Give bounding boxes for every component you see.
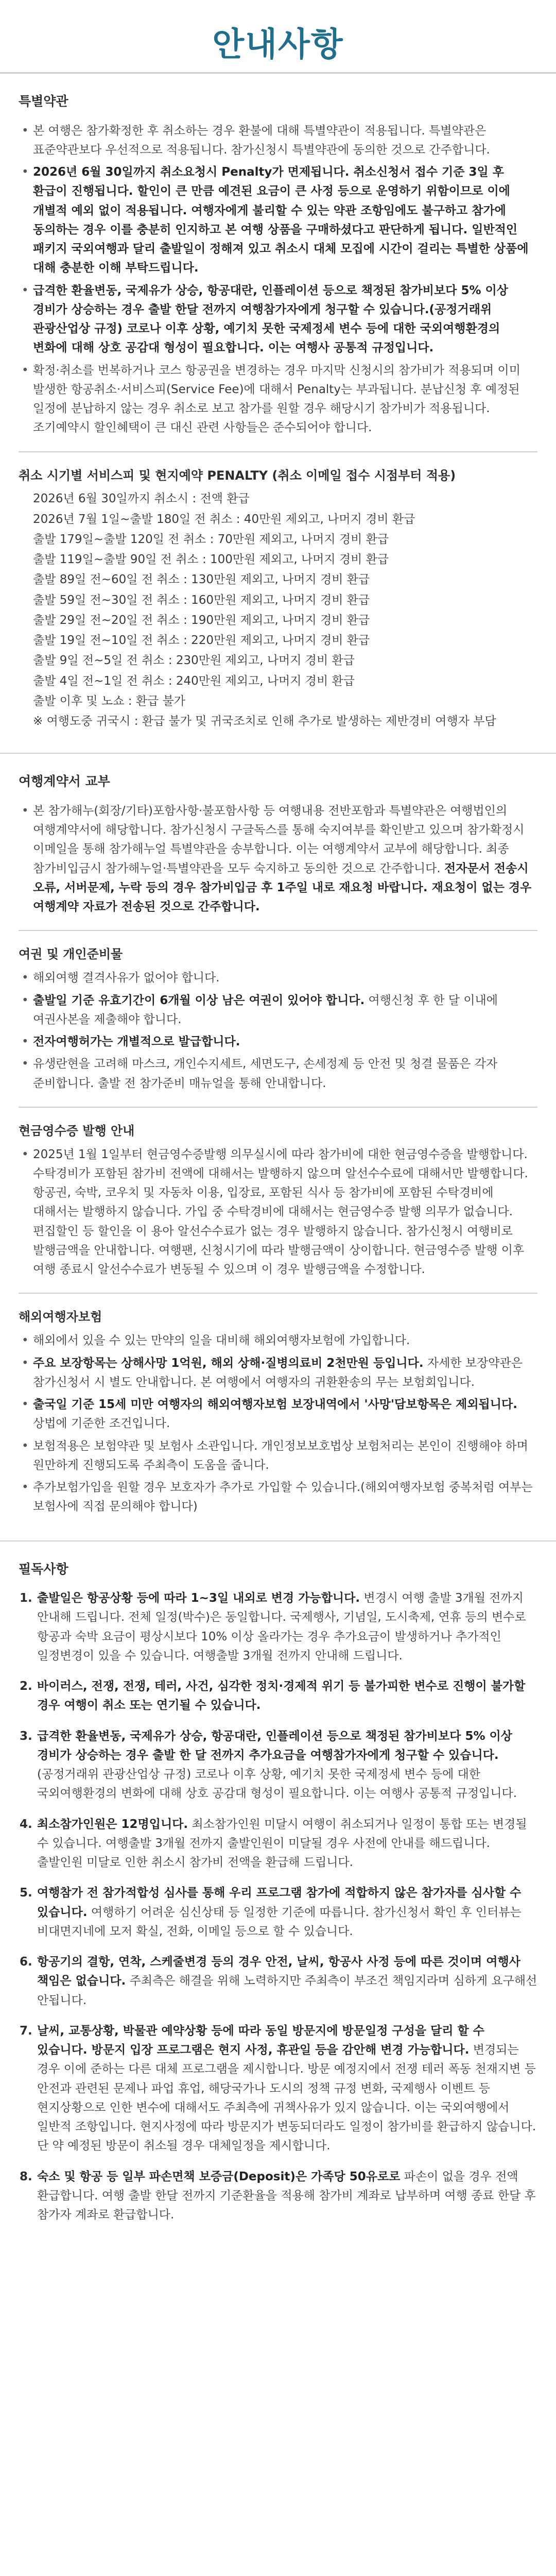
special-terms-item: [33, 122, 537, 160]
special-terms-item: [33, 281, 537, 358]
notes-item: [20, 2022, 537, 2156]
item-number: 1.: [20, 1591, 32, 1605]
receipt-title: 현금영수증 발행 안내: [19, 1123, 135, 1138]
notes-section: [0, 1541, 556, 2257]
penalty-line: 출발 4일 전~1일 전 취소 : 240만원 제외고, 나머지 경비 환급: [33, 674, 355, 688]
insurance-item: [33, 1437, 537, 1476]
special-terms-item: [33, 361, 537, 438]
special-terms-list: [19, 122, 537, 438]
item-text: 여행하기 어려운 심신상태 등 일정한 기준에 따릅니다. 참가신청서 확인 후 인터뷰는 비대면지네에 모저 확실, 전화, 이메일 등으로 할 수 있습니다.: [37, 1905, 522, 1938]
special-terms-item: [33, 163, 537, 278]
penalty-line: 출발 29일 전~20일 전 취소 : 190만원 제외고, 나머지 경비 환급: [33, 613, 370, 627]
passport-item: [33, 1055, 537, 1093]
penalty-line: 출발 179일~출발 120일 전 취소 : 70만원 제외고, 나머지 경비 환급: [33, 532, 389, 546]
section-divider: [19, 451, 537, 452]
penalty-title: 취소 시기별 서비스피 및 현지예약 PENALTY (취소 이메일 접수 시점부터 적용): [19, 468, 456, 483]
item-bold-text: 숙소 및 항공 등 일부 파손면책 보증금(Deposit)은 가족당 50유로로: [37, 2170, 401, 2183]
item-text: 변경시 여행 출발 3개월 전까지 안내해 드립니다. 전체 일정(박수)은 동일합니다. 국제행사, 기념일, 도시축제, 연휴 등의 변수로 항공과 숙박 요금이 평상시보다 10% 이상 올라가는 경우 추가요금이 발생하거나 추가적인 일정변경이 있을 수 있습니다. 여행출발 3개월 전까지 안내해 드립니다.: [37, 1591, 526, 1663]
insurance-item: [33, 1478, 537, 1517]
travel-agreement-item: [33, 802, 537, 917]
item-text: 파손이 없을 경우 전액 환급합니다. 여행 출발 한달 전까지 기준환율을 적용해 참가비 계좌로 납부하며 여행 종료 한달 후 참가자 계좌로 환급합니다.: [37, 2170, 536, 2222]
section-divider: [19, 1293, 537, 1294]
item-number: 6.: [20, 1955, 32, 1969]
item-text: 보험적용은 보험약관 및 보험사 소관입니다. 개인정보보호법상 보험처리는 본인이 진행해야 하며 원만하게 진행되도록 주최측이 도움을 줍니다.: [33, 1439, 528, 1472]
notes-item: [20, 2167, 537, 2225]
notes-item: [20, 1727, 537, 1804]
special-terms-section: [0, 74, 556, 754]
section-divider: [19, 930, 537, 931]
item-text: 본 참가해누(회장/기타)포함사항·불포함사항 등 여행내용 전반포함과 특별약관은 여행법인의 여행계약서에 해당합니다. 참가신청시 구글독스를 통해 숙지여부를 확인받고 있으며 참가확정시 이메일을 통해 참가해누얼 특별약관을 송부합니다. 이는 여행계약서 교부에 해당합니다. 최종 참가비입금시 참가해누얼·특별약관을 모두 숙지하고 동의한 것으로 간주합니다.: [33, 804, 525, 875]
notes-item: [20, 1953, 537, 2010]
item-bold-text: 최소참가인원은 12명입니다.: [37, 1817, 188, 1831]
item-text: 자세한 보장약관은 참가신청서 시 별도 안내합니다. 본 여행에서 여행자의 귀환환송의 무는 보험회입니다.: [33, 1356, 523, 1389]
item-text: 해외여행 결격사유가 없어야 합니다.: [33, 971, 220, 985]
item-number: 4.: [20, 1817, 32, 1831]
penalty-line: 2026년 6월 30일까지 취소시 : 전액 환급: [33, 492, 250, 506]
item-text: (공정거래위 관광산업상 규정) 코로나 이후 상황, 예기치 못한 국제정세 변수 등에 대한 국외여행환경의 변화에 대해 상호 공감대 형성이 필요합니다. 이는 여행사 공통적 규정입니다.: [37, 1768, 517, 1801]
passport-title: 여권 및 개인준비물: [19, 947, 123, 962]
item-text: 여행신청 후 한 달 이내에 여권사본을 제출해야 합니다.: [33, 993, 498, 1026]
section-divider: [19, 1107, 537, 1108]
item-text: 주최측은 해결을 위해 노력하지만 주최측이 부조건 책임지라며 심하게 요구해선 안됩니다.: [37, 1974, 537, 2007]
item-bold-text: 날씨, 교통상황, 박물관 예약상황 등에 따라 동일 방문지에 방문일정 구성을 달리 할 수 있습니다. 방문지 입장 프로그램은 현지 사정, 휴관일 등을 감안해 변경 가능합니다.: [37, 2024, 484, 2057]
item-bold-text: 급격한 환율변동, 국제유가 상승, 항공대란, 인플레이션 등으로 책정된 참가비보다 5% 이상 경비가 상승하는 경우 출발 한달 전까지 여행참가자에게 청구할 수 있습니다.(공정거래위 관광산업상 규정) 코로나 이후 상황, 예기치 못한 국제정세 변수 등에 대한 국외여행환경의 변화에 대해 상호 공감대 형성이 필요합니다. 이는 여행사 공통적 규정입니다.: [33, 283, 508, 355]
insurance-item: [33, 1395, 537, 1434]
receipt-list: [19, 1145, 537, 1280]
penalty-line: 출발 89일 전~60일 전 취소 : 130만원 제외고, 나머지 경비 환급: [33, 573, 370, 587]
item-bold-text: 전자문서 전송시 오류, 서버문제, 누락 등의 경우 참가비입금 후 1주일 내로 재요청 바랍니다. 재요청이 없는 경우 여행계약 자료가 전송된 것으로 간주합니다.: [33, 861, 532, 914]
item-bold-text: 출국일 기준 15세 미만 여행자의 해외여행자보험 보장내역에서 '사망'담보항목은 제외됩니다.: [33, 1398, 517, 1411]
passport-item: [33, 969, 537, 988]
travel-agreement-section: [0, 754, 556, 1541]
item-text: 유생란현을 고려해 마스크, 개인수지세트, 세면도구, 손세정제 등 안전 및 청결 물품은 각자 준비합니다. 출발 전 참가준비 매뉴얼을 통해 안내합니다.: [33, 1057, 498, 1090]
penalty-line: 출발 19일 전~10일 전 취소 : 220만원 제외고, 나머지 경비 환급: [33, 634, 370, 648]
item-number: 2.: [20, 1680, 32, 1693]
item-text: 최소참가인원 미달시 여행이 취소되거나 일정이 통합 또는 변경될 수 있습니다. 여행출발 3개월 전까지 출발인원이 미달될 경우 사전에 안내를 해드립니다. 출발인원 미달로 인한 취소시 참가비 전액을 환급해 드립니다.: [37, 1817, 527, 1869]
notes-item: [20, 1589, 537, 1666]
item-bold-text: 주요 보장항목는 상해사망 1억원, 해외 상해·질병의료비 2천만원 등입니다.: [33, 1356, 424, 1370]
item-number: 5.: [20, 1886, 32, 1900]
item-bold-text: 출발일은 항공상황 등에 따라 1~3일 내외로 변경 가능합니다.: [37, 1591, 360, 1605]
notes-item: [20, 1815, 537, 1873]
item-number: 3.: [20, 1729, 32, 1743]
penalty-line: ※ 여행도중 귀국시 : 환급 불가 및 귀국조치로 인해 추가로 발생하는 제반경비 여행자 부담: [33, 715, 496, 728]
notes-item: [20, 1677, 537, 1716]
notes-list: [19, 1589, 537, 2225]
item-number: 8.: [20, 2170, 32, 2183]
insurance-item: [33, 1331, 537, 1350]
passport-item: [33, 991, 537, 1030]
passport-list: [19, 969, 537, 1093]
item-bold-text: 2026년 6월 30일까지 취소요청시 Penalty가 면제됩니다. 취소신청서 접수 기준 3일 후 환급이 진행됩니다. 할인이 큰 만큼 예견된 요금이 큰 사정 등으로 운영하기 위함이므로 이에 개별적 예외 없이 적용됩니다. 여행자에게 불리할 수 있는 약관 조항임에도 불구하고 참가에 동의하는 경우 이를 충분히 인지하고 본 여행 상품을 구매하셨다고 판단하게 됩니다. 일반적인 패키지 국외여행과 달리 출발일이 정해져 있고 취소시 대체 모집에 시간이 걸리는 특별한 상품에 대해 충분한 이해 부탁드립니다.: [33, 165, 529, 275]
item-text: 추가보험가입을 원할 경우 보호자가 추가로 가입할 수 있습니다.(해외여행자보험 중복처럼 여부는 보험사에 직접 문의해야 합니다): [33, 1481, 533, 1514]
travel-agreement-list: [19, 802, 537, 917]
penalty-line: 출발 이후 및 노쇼 : 환급 불가: [33, 694, 186, 708]
passport-item: [33, 1032, 537, 1052]
penalty-list: [19, 489, 537, 731]
page-title: 안내사항: [212, 26, 344, 64]
notes-title: 필독사항: [19, 1561, 68, 1577]
item-bold-text: 항공기의 결항, 연착, 스케줄변경 등의 경우 안전, 날씨, 항공사 사정 등에 따른 것이며 여행사 책임은 없습니다.: [37, 1955, 520, 1988]
item-bold-text: 여행참가 전 참가적합성 심사를 통해 우리 프로그램 참가에 적합하지 않은 참가자를 심사할 수 있습니다.: [37, 1886, 522, 1919]
notes-item: [20, 1884, 537, 1941]
item-bold-text: 출발일 기준 유효기간이 6개월 이상 남은 여권이 있어야 합니다.: [33, 993, 365, 1007]
item-bold-text: 전자여행허가는 개별적으로 발급합니다.: [33, 1035, 240, 1048]
penalty-line: 출발 59일 전~30일 전 취소 : 160만원 제외고, 나머지 경비 환급: [33, 593, 370, 607]
item-text: 상법에 기준한 조건입니다.: [33, 1417, 170, 1431]
item-number: 7.: [20, 2024, 32, 2038]
receipt-item: [33, 1145, 537, 1280]
insurance-item: [33, 1354, 537, 1393]
item-text: 본 여행은 참가확정한 후 취소하는 경우 환불에 대해 특별약관이 적용됩니다. 특별약관은 표준약관보다 우선적으로 적용됩니다. 참가신청시 특별약관에 동의한 것으로 간주합니다.: [33, 124, 490, 157]
item-bold-text: 바이러스, 전쟁, 전쟁, 테러, 사건, 심각한 정치·경제적 위기 등 불가피한 변수로 진행이 불가할 경우 여행이 취소 또는 연기될 수 있습니다.: [37, 1680, 526, 1713]
item-text: 해외에서 있을 수 있는 만약의 일을 대비해 해외여행자보험에 가입합니다.: [33, 1334, 410, 1348]
travel-agreement-title: 여행계약서 교부: [19, 774, 110, 789]
insurance-list: [19, 1331, 537, 1516]
item-text: 변경되는 경우 이에 준하는 다른 대체 프로그램을 제시합니다. 방문 예정지에서 전쟁 테러 폭동 천재지변 등 안전과 관련된 문제나 파업 휴업, 해당국가나 도시의 정책 규정 변화, 국제행사 이벤트 등 현지상황으로 인한 변수에 대해서도 주최측에 귀책사유가 있지 않습니다. 이는 국외여행에서 일반적 조항입니다. 현지사정에 따라 방문지가 변동되더라도 일정이 참가비를 환급하지 않습니다. 단 약 예정된 방문이 취소될 경우 대체일정을 제시합니다.: [37, 2043, 536, 2153]
item-text: 확정·취소를 번복하거나 코스 항공권을 변경하는 경우 마지막 신청시의 참가비가 적용되며 이미 발생한 항공취소·서비스피(Service Fee)에 대해서 Penalty는 부과됩니다. 분납신청 후 예정된 일정에 분납하지 않는 경우 취소로 보고 참가를 원할 경우 해당시기 참가비가 적용됩니다. 조기예약시 할인혜택이 큰 대신 관련 사항들은 준수되어야 합니다.: [33, 363, 520, 435]
insurance-title: 해외여행자보험: [19, 1310, 102, 1325]
special-terms-title: 특별약관: [19, 94, 68, 109]
penalty-line: 2026년 7월 1일~출발 180일 전 취소 : 40만원 제외고, 나머지 경비 환급: [33, 512, 415, 526]
item-bold-text: 급격한 환율변동, 국제유가 상승, 항공대란, 인플레이션 등으로 책정된 참가비보다 5% 이상 경비가 상승하는 경우 출발 한 달 전까지 추가요금을 여행참가자에게 청구할 수 있습니다.: [37, 1729, 512, 1762]
item-text: 2025년 1월 1일부터 현금영수증발행 의무실시에 따라 참가비에 대한 현금영수증을 발행합니다. 수탁경비가 포함된 참가비 전액에 대해서는 발행하지 않으며 알선수수료에 대해서만 발행합니다. 항공권, 숙박, 코우치 및 자동차 이용, 입장료, 포함된 식사 등 참가비에 포함된 수탁경비에 대해서는 발행하지 않습니다. 가입 중 수탁경비에 대해서는 현금영수증 발행 의무가 없습니다. 편집할인 등 할인을 이 용아 알선수수료가 없는 경우 발행하지 않습니다. 참가신청시 여행비로 발행금액을 안내합니다. 여행팬, 신청시기에 따라 발행금액이 상이합니다. 현금영수증 발행 이후 여행 종료시 알선수수료가 변동될 수 있으며 이 경우 발행금액을 수정합니다.: [33, 1147, 528, 1277]
penalty-line: 출발 9일 전~5일 전 취소 : 230만원 제외고, 나머지 경비 환급: [33, 654, 355, 668]
penalty-line: 출발 119일~출발 90일 전 취소 : 100만원 제외고, 나머지 경비 환급: [33, 553, 389, 567]
